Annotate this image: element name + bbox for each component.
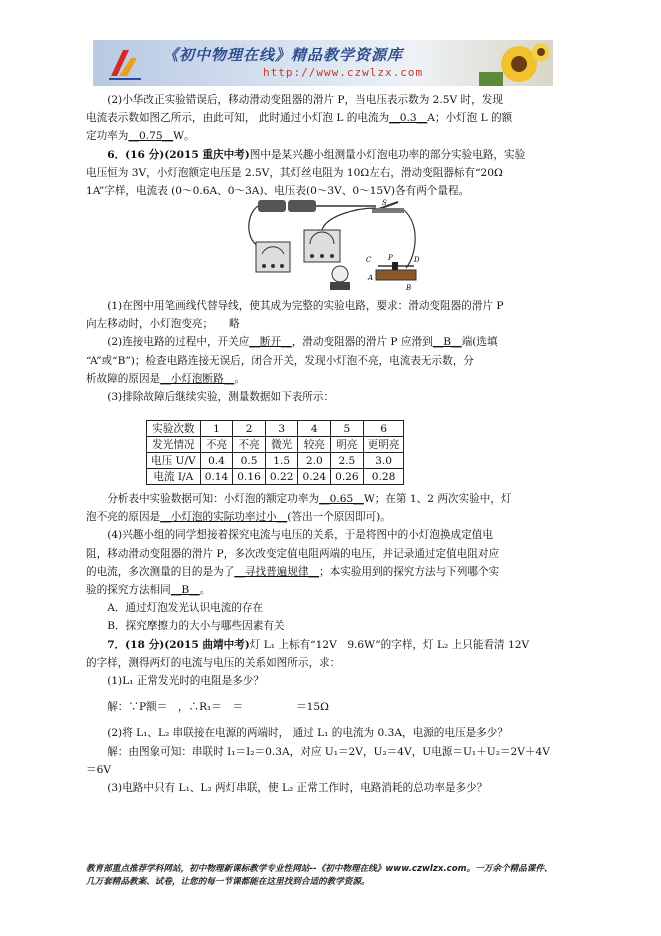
switch-icon	[372, 208, 404, 213]
analysis-line-2-text: 泡不亮的原因是	[86, 511, 161, 524]
option-a: A．通过灯泡发光认识电流的存在	[107, 602, 264, 615]
answer-method: __B__	[170, 584, 200, 597]
table-row	[147, 437, 404, 453]
option-b: B．探究摩擦力的大小与哪些因素有关	[107, 620, 285, 633]
table-cell: 明亮	[331, 437, 364, 453]
analysis-text: 分析表中实验数据可知：小灯泡的额定功率为	[107, 493, 320, 505]
q5-line-2	[86, 109, 582, 127]
analysis-line-1	[86, 490, 582, 508]
battery-icon	[258, 200, 286, 212]
table-row	[147, 453, 404, 469]
label-c: C	[366, 256, 372, 264]
q6-s2-text-2: ，滑动变阻器的滑片 P 应滑到	[291, 336, 433, 349]
table-cell: 0.16	[233, 469, 266, 485]
table-cell: 0.24	[298, 469, 331, 485]
table-cell: 更明亮	[363, 437, 404, 453]
table-cell: 3.0	[363, 453, 404, 469]
table-cell: 微光	[265, 437, 298, 453]
q7-line-2: 的字样，测得两灯的电流与电压的关系如图所示，求：	[86, 656, 341, 669]
q6-line-3: 1A”字样，电流表 (0～0.6A、0～3A)、电压表(0～3V、0～15V)各有两个量程。	[86, 185, 470, 198]
battery-icon	[288, 200, 316, 212]
q5-line-3-tail: W。	[173, 130, 195, 143]
q6-s4-line-2: 阻，移动滑动变阻器的滑片 P，多次改变定值电阻两端的电压，并记录通过定值电阻对应	[86, 547, 500, 560]
text-block-q6-parts	[86, 297, 582, 406]
q7-s2-solution-1: 解：由图象可知：串联时 I₁＝I₂＝0.3A，对应 U₁＝2V，U₂＝4V，U电源＝U₁＋U₂＝2V＋4V	[107, 745, 550, 758]
footer-line-1: 教育部重点推荐学科网站，初中物理新课标教学专业性网站--《初中物理在线》www.czwlzx.com。一万余个精品课件、	[86, 864, 553, 874]
q7-line-1	[86, 636, 582, 654]
q6-s2-line-3-text: 析故障的原因是	[86, 372, 161, 385]
table-cell: 2.0	[298, 453, 331, 469]
q5-line-2-text: 电流表示数如图乙所示，由此可知， 此时通过小灯泡 L 的电流为	[86, 112, 390, 125]
circuit-figure	[236, 196, 426, 296]
site-logo-icon	[105, 46, 145, 82]
table-cell: 不亮	[200, 437, 233, 453]
q6-s4-line-4	[86, 581, 582, 599]
label-a: A	[368, 274, 374, 282]
label-b: B	[406, 284, 412, 292]
q5-answer-power: __0.75__	[128, 130, 174, 143]
q7-s3: (3)电路中只有 L₁、L₂ 两灯串联，使 L₂ 正常工作时，电路消耗的总功率是多少？	[107, 782, 488, 795]
q5-line-3	[86, 127, 582, 145]
table-cell: 6	[363, 421, 404, 437]
data-table	[146, 420, 404, 485]
q6-s1-line-2: 向左移动时，小灯泡变亮； 略	[86, 318, 240, 331]
q7-heading: 7．(18 分)(2015 曲靖中考)	[107, 638, 250, 651]
banner-title: 《初中物理在线》精品教学资源库	[163, 46, 404, 64]
table-cell: 2.5	[331, 453, 364, 469]
page-footer	[86, 863, 582, 889]
q5-line-1: (2)小华改正实验错误后，移动滑动变阻器的滑片 P，当电压表示数为 2.5V 时，发现	[107, 94, 503, 106]
table-header-cell: 电压 U/V	[147, 453, 201, 469]
analysis-text-2: W；在第 1、2 两次实验中，灯	[363, 493, 512, 505]
q6-s4-line-3-tail: ；本实验用到的探究方法与下列哪个实	[319, 565, 500, 578]
table-cell: 1	[200, 421, 233, 437]
q6-line-2: 电压恒为 3V，小灯泡额定电压是 2.5V，其灯丝电阻为 10Ω左右，滑动变阻器标有“20Ω	[86, 166, 503, 179]
q6-line-1	[86, 146, 582, 164]
analysis-line-2	[86, 508, 582, 526]
answer-reason: __小灯泡的实际功率过小__	[160, 511, 288, 524]
q6-s2-line-2: “A”或“B”)；检查电路连接无误后，闭合开关，发现小灯泡不亮，电流表无示数，分	[86, 354, 474, 367]
banner-url: http://www.czwlzx.com	[263, 66, 424, 79]
answer-slider-end: __B__	[432, 336, 462, 349]
table-cell: 0.28	[363, 469, 404, 485]
q6-line-1-text: 图中是某兴趣小组测量小灯泡电功率的部分实验电路，实验	[249, 148, 526, 161]
analysis-line-2-tail: (答出一个原因即可)。	[287, 511, 391, 524]
q7-s2: (2)将 L₁、L₂ 串联接在电源的两端时， 通过 L₁ 的电流为 0.3A，电源的电压是多少？	[107, 727, 508, 740]
table-row	[147, 421, 404, 437]
q7-s1-solution: 解：∵P额＝ ，∴R₁＝ ＝ ＝15Ω	[107, 701, 329, 714]
answer-rated-power: __0.65__	[319, 493, 364, 505]
q6-s1-line-1: (1)在图中用笔画线代替导线，使其成为完整的实验电路，要求：滑动变阻器的滑片 P	[107, 300, 504, 312]
label-p: P	[388, 254, 393, 262]
table-header-cell: 实验次数	[147, 421, 201, 437]
rheostat-icon	[376, 270, 416, 280]
q6-s2-text-3: 端(选填	[461, 336, 498, 349]
answer-fault: __小灯泡断路__	[160, 372, 235, 385]
q6-s2-line-1	[86, 333, 582, 351]
table-header-cell: 发光情况	[147, 437, 201, 453]
table-row	[147, 469, 404, 485]
text-block-analysis	[86, 490, 582, 797]
label-d: D	[414, 256, 420, 264]
table-cell: 1.5	[265, 453, 298, 469]
table-cell: 4	[298, 421, 331, 437]
table-cell: 3	[265, 421, 298, 437]
q5-answer-current: __0.3__	[389, 112, 428, 125]
table-cell: 0.5	[233, 453, 266, 469]
bulb-icon	[332, 266, 348, 282]
table-cell: 0.22	[265, 469, 298, 485]
q6-s2-text: (2)连接电路的过程中，开关应	[107, 336, 250, 349]
table-cell: 不亮	[233, 437, 266, 453]
q6-s2-line-3-tail: 。	[234, 372, 245, 385]
q6-s4-line-1: (4)兴趣小组的同学想接着探究电流与电压的关系，于是将图中的小灯泡换成定值电	[107, 529, 493, 542]
q7-s1: (1)L₁ 正常发光时的电阻是多少？	[107, 675, 264, 688]
table-header-cell: 电流 I/A	[147, 469, 201, 485]
table-cell: 5	[331, 421, 364, 437]
q6-s4-line-3-text: 的电流，多次测量的目的是为了	[86, 565, 235, 578]
table-cell: 0.4	[200, 453, 233, 469]
answer-purpose: __寻找普遍规律__	[234, 565, 320, 578]
table-cell: 0.14	[200, 469, 233, 485]
q6-heading: 6．(16 分)(2015 重庆中考)	[107, 148, 250, 161]
q6-s4-line-3	[86, 563, 582, 581]
q6-s3-line: (3)排除故障后继续实验，测量数据如下表所示：	[107, 391, 335, 404]
sunflower-icon	[479, 42, 549, 86]
q5-line-3-text: 定功率为	[86, 130, 129, 143]
table-cell: 较亮	[298, 437, 331, 453]
header-banner	[93, 40, 553, 86]
q6-s4-line-4-tail: 。	[199, 584, 211, 597]
label-s: S	[382, 199, 387, 207]
text-block-q5	[86, 91, 582, 200]
table-cell: 0.26	[331, 469, 364, 485]
answer-switch-state: __断开__	[249, 336, 292, 349]
table-cell: 2	[233, 421, 266, 437]
q7-line-1-text: 灯 L₁ 上标有“12V 9.6W”的字样，灯 L₂ 上只能看清 12V	[249, 638, 530, 651]
q7-s2-solution-2: ＝6V	[86, 763, 111, 776]
footer-line-2: 几万套精品教案、试卷，让您的每一节课都能在这里找到合适的教学资源。	[86, 877, 370, 887]
q6-s4-line-4-text: 验的探究方法相同	[86, 584, 171, 597]
q5-line-2-tail: A；小灯泡 L 的额	[427, 112, 513, 125]
q6-s2-line-3	[86, 370, 582, 388]
